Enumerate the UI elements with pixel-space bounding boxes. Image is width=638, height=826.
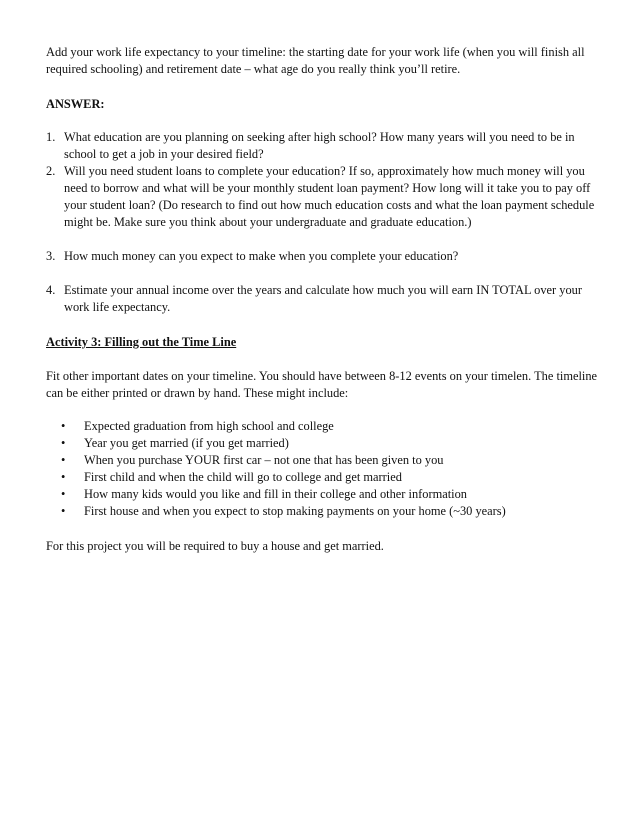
question-item (46, 248, 598, 265)
bullet-icon: • (61, 487, 66, 501)
bullet-text: When you purchase YOUR first car – not one that has been given to you (84, 453, 444, 467)
bullet-item (46, 452, 598, 469)
bullet-icon: • (61, 504, 66, 518)
bullet-item (46, 503, 598, 520)
question-number: 3. (46, 249, 56, 263)
bullet-text: Year you get married (if you get married) (84, 436, 289, 450)
bullet-icon: • (61, 470, 66, 484)
question-list (46, 129, 598, 316)
question-number: 2. (46, 164, 56, 178)
activity-description: Fit other important dates on your timeline. You should have between 8-12 events on your timelen. The timeline can be either printed or drawn by hand. These might include: (46, 369, 598, 400)
question-text: Estimate your annual income over the years and calculate how much you will earn IN TOTAL over your work life expectancy. (64, 283, 582, 314)
question-text: What education are you planning on seeking after high school? How many years will you need to be in school to get a job in your desired field? (64, 130, 575, 161)
bullet-icon: • (61, 419, 66, 433)
closing-paragraph: For this project you will be required to buy a house and get married. (46, 539, 384, 553)
question-item (46, 129, 598, 163)
bullet-text: How many kids would you like and fill in their college and other information (84, 487, 467, 501)
document-page (46, 44, 598, 555)
bullet-text: First child and when the child will go to college and get married (84, 470, 402, 484)
question-number: 1. (46, 130, 56, 144)
question-text: How much money can you expect to make when you complete your education? (64, 249, 459, 263)
activity-heading: Activity 3: Filling out the Time Line (46, 335, 237, 349)
question-number: 4. (46, 283, 56, 297)
question-item (46, 163, 598, 231)
bullet-icon: • (61, 453, 66, 467)
bullet-item (46, 418, 598, 435)
bullet-icon: • (61, 436, 66, 450)
answer-heading: ANSWER: (46, 97, 105, 111)
intro-paragraph: Add your work life expectancy to your timeline: the starting date for your work life (when you will finish all required schooling) and retirement date – what age do you really think you’ll retire. (46, 45, 585, 76)
question-item (46, 282, 598, 316)
bullet-text: First house and when you expect to stop making payments on your home (~30 years) (84, 504, 506, 518)
bullet-item (46, 486, 598, 503)
question-text: Will you need student loans to complete your education? If so, approximately how much money will you need to borrow and what will be your monthly student loan payment? How long will it take you to pay off your student loan? (Do research to find out how much education costs and what the loan payment schedule might be. Make sure you think about your undergraduate and graduate education.) (64, 164, 595, 229)
bullet-item (46, 435, 598, 452)
bullet-item (46, 469, 598, 486)
bullet-text: Expected graduation from high school and college (84, 419, 334, 433)
event-bullet-list (46, 418, 598, 520)
